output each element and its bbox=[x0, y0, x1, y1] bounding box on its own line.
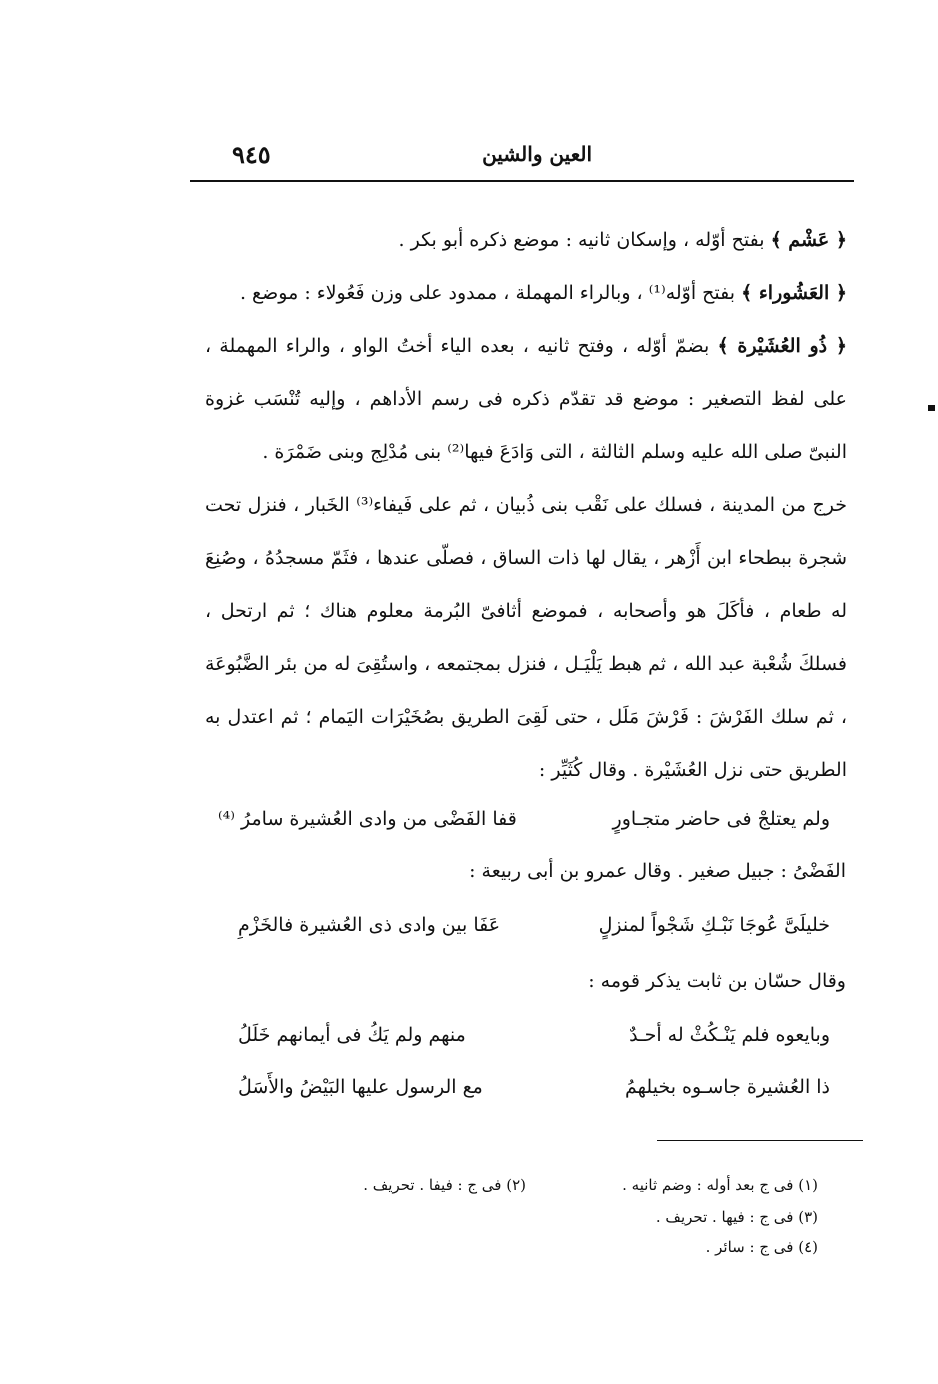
verse-second-hemistich: عَفَا بين وادى ذى العُشيرة فالخَزْمِ bbox=[238, 914, 501, 936]
verse-first-hemistich: خليلَىَّ عُوجَا نَبْـكِ شَجْواً لمنزلٍ bbox=[598, 914, 830, 936]
verse-first-hemistich: وبايعوه فلم يَنْـكُثْ له أحـدٌ bbox=[629, 1024, 830, 1046]
entry-body: خرج من المدينة ، فسلك على نَقْب بنى ذُبيان ، ثم على فَيفاء⁽³⁾ الخَبار ، فنزل تحت شجرة ببطحاء ابن أَزْهر ، يقال لها ذات الساق ، فصلّى عندها ، فثَمّ مسجدُهُ ، وصُنِعَ له طعام ، فأكَلَ هو وأصحابه ، فموضع أثافىّ البُرمة معلوم هناك ؛ ثم ارتحل ، فسلكَ شُعْبة عبد الله ، ثم هبط يَلْيَـل ، فنزل بمجتمعه ، واستُقِىَ له من بئر الضَّبُوعَة ، ثم سلك الفَرْشَ : فَرْشَ مَلَل ، حتى لَقِىَ الطريق بصُخَيْرَات اليَمام ؛ ثم اعتدل به الطريق حتى نزل العُشَيْرة . وقال كُثَيِّر : bbox=[205, 494, 847, 781]
verse-line bbox=[238, 914, 830, 944]
entry-headword: ﴿ عَشْم ﴾ bbox=[770, 229, 847, 251]
text-line: وقال حسّان بن ثابت يذكر قومه : bbox=[588, 970, 846, 992]
verse-second-hemistich: قفا الفَضْى من وادى العُشيرة سامرُ ⁽⁴⁾ bbox=[218, 808, 517, 830]
verse-first-hemistich: ولم يعتلجْ فى حاضر متجـاورٍ bbox=[612, 808, 830, 830]
verse-first-hemistich: ذا العُشيرة جاسـوه بخيلهمُ bbox=[625, 1076, 830, 1098]
entry-headword: ﴿ العَشُوراء ﴾ bbox=[741, 282, 847, 304]
footnote: (١) فى ج بعد أوله : وضم ثانيه . bbox=[622, 1176, 818, 1194]
verse-second-hemistich: مع الرسول عليها البَيْضُ والأَسَلُ bbox=[238, 1076, 483, 1098]
text-line: الفَضْىُ : جبيل صغير . وقال عمرو بن أبى ربيعة : bbox=[469, 860, 846, 882]
verse-second-hemistich: منهم ولم يَكُ فى أيمانهم خَلَلُ bbox=[238, 1024, 466, 1046]
entry-paragraph bbox=[205, 320, 847, 479]
page-header bbox=[190, 138, 854, 182]
main-text bbox=[205, 214, 847, 797]
footnote: (٤) فى ج : سائر . bbox=[705, 1238, 818, 1256]
margin-mark bbox=[928, 405, 935, 411]
entry-paragraph bbox=[205, 479, 847, 797]
footnote: (٢) فى ج : فيفا . تحريف . bbox=[363, 1176, 526, 1194]
verse-line bbox=[218, 808, 830, 838]
entry-headword: ﴿ ذُو العُشَيْرة ﴾ bbox=[717, 335, 847, 357]
verse-line bbox=[238, 1076, 830, 1106]
footnote: (٣) فى ج : فيها . تحريف . bbox=[655, 1208, 818, 1226]
entry-body: بفتح أوّله⁽¹⁾ ، وبالراء المهملة ، ممدود على وزن فَعُولاء : موضع . bbox=[239, 282, 742, 304]
verse-line bbox=[238, 1024, 830, 1054]
entry-body: بضمّ أوّله ، وفتح ثانيه ، بعده الياء أختُ الواو ، والراء المهملة ، على لفظ التصغير : موضع قد تقدّم ذكره فى رسم الأداهم ، وإليه تُنْسَب غزوة النبىّ صلى الله عليه وسلم الثالثة ، التى وَادَعَ فيها⁽²⁾ بنى مُدْلِج وبنى ضَمْرَة . bbox=[205, 335, 847, 463]
entry-paragraph bbox=[205, 214, 847, 267]
entry-body: بفتح أوّله ، وإسكان ثانيه : موضع ذكره أبو بكر . bbox=[398, 229, 771, 251]
header-rule bbox=[190, 180, 854, 182]
page-number: ٩٤٥ bbox=[232, 140, 271, 169]
entry-paragraph bbox=[205, 267, 847, 320]
footnote-rule bbox=[657, 1140, 863, 1141]
running-title: العين والشين bbox=[482, 142, 592, 166]
